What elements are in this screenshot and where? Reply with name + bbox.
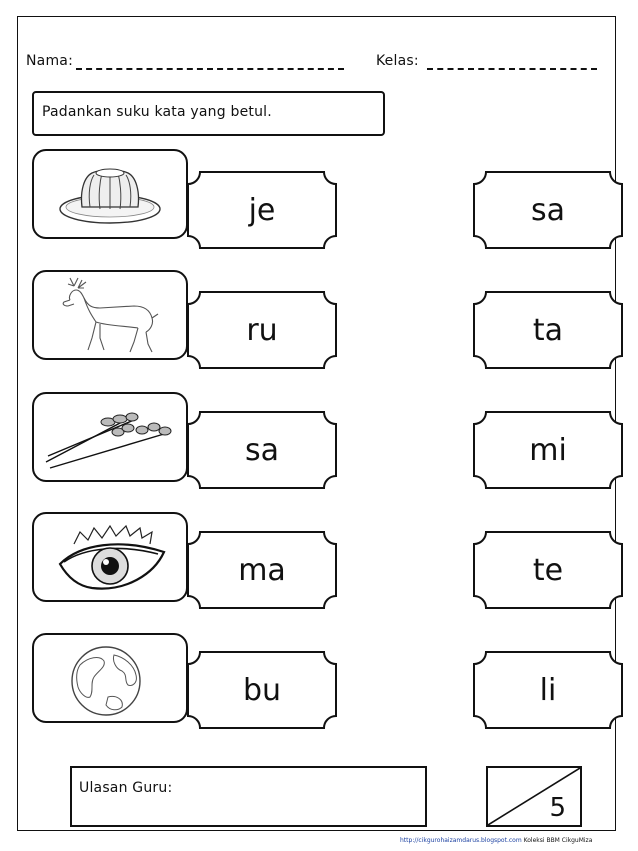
instruction-box (32, 91, 385, 136)
right-syllable: sa (530, 192, 565, 228)
left-card-3[interactable] (186, 410, 338, 490)
picture-satay-box (32, 392, 188, 482)
right-card-5[interactable] (472, 650, 624, 730)
left-syllable: ma (238, 552, 286, 588)
score-diagonal (488, 768, 580, 825)
picture-deer-box (32, 270, 188, 360)
score-box (486, 766, 582, 827)
left-card-1[interactable] (186, 170, 338, 250)
right-syllable: li (539, 672, 557, 708)
teacher-comment-label: Ulasan Guru: (79, 780, 173, 796)
name-label: Nama: (26, 53, 73, 69)
left-card-5[interactable] (186, 650, 338, 730)
deer-icon (34, 272, 186, 358)
teacher-comment-box[interactable] (70, 766, 427, 827)
picture-eye-box (32, 512, 188, 602)
left-syllable: bu (242, 672, 282, 708)
class-field[interactable] (427, 68, 597, 70)
left-card-2[interactable] (186, 290, 338, 370)
right-card-4[interactable] (472, 530, 624, 610)
right-syllable: mi (529, 432, 567, 468)
satay-skewers-icon (34, 394, 186, 480)
footer-credit (400, 837, 636, 844)
right-card-2[interactable] (472, 290, 624, 370)
right-syllable: ta (532, 312, 564, 348)
jelly-pudding-icon (34, 151, 186, 237)
eye-icon (34, 514, 186, 600)
right-card-1[interactable] (472, 170, 624, 250)
picture-earth-box (32, 633, 188, 723)
left-syllable: ru (246, 312, 278, 348)
left-syllable: je (248, 192, 276, 228)
footer-credit-text: Koleksi BBM CikguMiza (523, 837, 593, 844)
picture-jelly-box (32, 149, 188, 239)
name-field[interactable] (76, 68, 344, 70)
earth-globe-icon (34, 635, 186, 721)
class-label: Kelas: (376, 53, 419, 69)
score-total: 5 (549, 793, 566, 823)
student-info-row (26, 50, 612, 74)
right-card-3[interactable] (472, 410, 624, 490)
instruction-text: Padankan suku kata yang betul. (42, 104, 272, 120)
right-syllable: te (532, 552, 564, 588)
left-card-4[interactable] (186, 530, 338, 610)
left-syllable: sa (244, 432, 279, 468)
footer-url[interactable]: http://cikgurohaizamdarus.blogspot.com (400, 837, 522, 844)
